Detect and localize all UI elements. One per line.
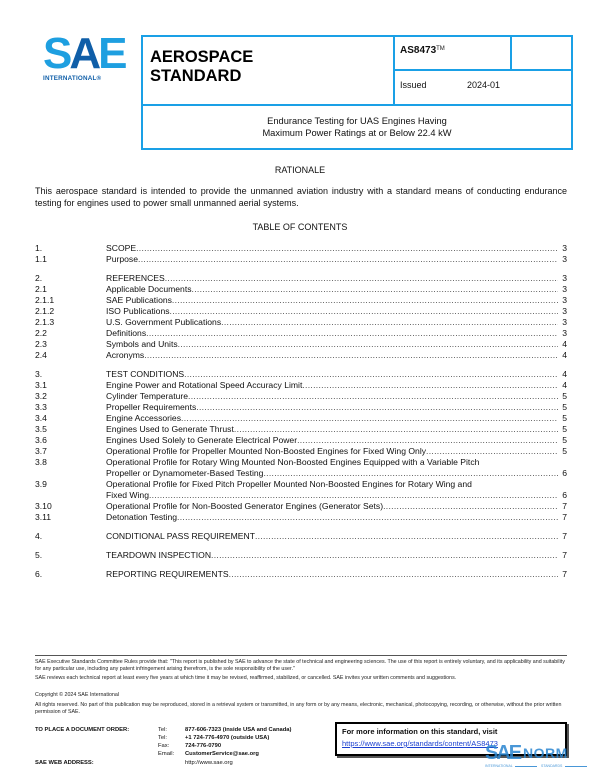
footer-rule [35, 655, 567, 656]
toc-entry-title: Acronyms [106, 350, 145, 360]
issued-date: 2024-01 [467, 80, 501, 90]
rationale-heading: RATIONALE [274, 165, 326, 175]
toc-entry-page: 5 [562, 446, 567, 456]
document-type-title: AEROSPACE STANDARD [150, 48, 254, 85]
toc-entry-page: 3 [562, 254, 567, 264]
toc-leader-dots [192, 284, 558, 295]
header-divider [510, 35, 512, 70]
toc-entry[interactable] [35, 531, 567, 542]
toc-leader-dots [144, 350, 558, 361]
toc-entry[interactable] [35, 273, 567, 284]
toc-entry-page: 7 [562, 512, 567, 522]
toc-entry-number: 3.1 [35, 380, 47, 390]
toc-entry[interactable] [35, 380, 567, 391]
toc-entry-number: 3.11 [35, 512, 52, 522]
toc-entry-page: 3 [562, 284, 567, 294]
toc-entry-title: Cylinder Temperature [106, 391, 188, 401]
toc-entry[interactable] [35, 569, 567, 580]
watermark-norm: NORM [523, 745, 568, 761]
toc-entry[interactable] [35, 479, 567, 500]
toc-entry-number: 6. [35, 569, 43, 579]
web-address-link[interactable]: http://www.sae.org [185, 760, 233, 766]
toc-entry[interactable] [35, 369, 567, 380]
header-divider [393, 69, 573, 71]
toc-entry[interactable] [35, 435, 567, 446]
toc-entry-number: 2.1.2 [35, 306, 55, 316]
watermark-subtitle: STANDARDS [541, 764, 563, 768]
watermark-sae: SAE [485, 742, 521, 764]
toc-entry-number: 1. [35, 243, 43, 253]
email-link[interactable]: CustomerService@sae.org [185, 751, 259, 757]
toc-entry-page: 4 [562, 380, 567, 390]
toc-entry-number: 2.3 [35, 339, 47, 349]
sae-logo-mark: SAE [43, 29, 125, 78]
toc-entry[interactable] [35, 402, 567, 413]
toc-leader-dots [196, 402, 558, 413]
toc-entry-title: U.S. Government Publications [106, 317, 222, 327]
toc-entry-title: CONDITIONAL PASS REQUIREMENT [106, 531, 255, 541]
toc-entry-page: 7 [562, 569, 567, 579]
footer-rules-text: SAE Executive Standards Committee Rules provide that: "This report is published by SAE to advance the state of technical and engineering sciences. The use of this report is entirely voluntary, and its applicability and suitability for any particular use, including any patent infringement arising therefrom, is the sole responsibility of the user." [35, 659, 565, 672]
more-info-text: For more information on this standard, visit [342, 727, 498, 736]
toc-entry-page: 3 [562, 273, 567, 283]
toc-entry[interactable] [35, 550, 567, 561]
toc-entry-page: 5 [562, 391, 567, 401]
toc-leader-dots [211, 550, 558, 561]
toc-entry-page: 6 [562, 490, 567, 500]
sae-logo-subtitle: INTERNATIONAL® [43, 75, 102, 82]
toc-entry-page: 5 [562, 424, 567, 434]
footer-review-text: SAE reviews each technical report at least every five years at which time it may be revised, reaffirmed, stabilized, or cancelled. SAE invites your written comments and suggestions. [35, 675, 457, 681]
toc-entry-number: 5. [35, 550, 43, 560]
toc-heading: TABLE OF CONTENTS [252, 222, 348, 232]
toc-entry-number: 3.8 [35, 457, 47, 467]
toc-entry-page: 3 [562, 243, 567, 253]
toc-entry-page: 3 [562, 317, 567, 327]
toc-entry-title-continued: Propeller or Dynamometer-Based Testing [106, 468, 264, 478]
toc-entry-page: 7 [562, 501, 567, 511]
toc-entry[interactable] [35, 284, 567, 295]
toc-entry[interactable] [35, 413, 567, 424]
toc-entry[interactable] [35, 391, 567, 402]
toc-entry-title: Symbols and Units [106, 339, 178, 349]
document-title: Endurance Testing for UAS Engines Having Maximum Power Ratings at or Below 22.4 kW [262, 116, 452, 138]
toc-entry-number: 3.9 [35, 479, 47, 489]
toc-entry-title: ISO Publications [106, 306, 170, 316]
toc-entry-number: 2. [35, 273, 43, 283]
toc-entry-number: 4. [35, 531, 43, 541]
toc-leader-dots [136, 243, 558, 254]
toc-entry-title: Operational Profile for Fixed Pitch Propeller Mounted Non-Boosted Engines for Rotary Wing and [106, 479, 472, 489]
toc-entry-page: 3 [562, 306, 567, 316]
watermark-logo [485, 742, 600, 772]
toc-entry-number: 2.1 [35, 284, 47, 294]
toc-entry[interactable] [35, 339, 567, 350]
toc-leader-dots [165, 273, 558, 284]
toc-entry-title: Definitions [106, 328, 147, 338]
toc-entry-title: TEARDOWN INSPECTION [106, 550, 212, 560]
toc-entry-title: Applicable Documents [106, 284, 192, 294]
toc-leader-dots [181, 413, 558, 424]
toc-entry-title: Operational Profile for Rotary Wing Mounted Non-Boosted Engines Equipped with a Variable Pitch [106, 457, 480, 467]
toc-entry-title: Engines Used to Generate Thrust [106, 424, 234, 434]
toc-entry-title: Propeller Requirements [106, 402, 197, 412]
toc-entry-page: 7 [562, 550, 567, 560]
toc-entry[interactable] [35, 512, 567, 523]
web-address-label: SAE WEB ADDRESS: [35, 760, 94, 766]
toc-entry-title: TEST CONDITIONS [106, 369, 185, 379]
toc-entry-title: Detonation Testing [106, 512, 178, 522]
toc-entry-page: 5 [562, 435, 567, 445]
footer-rights-text: All rights reserved. No part of this publication may be reproduced, stored in a retrieval system or transmitted, in any form or by any means, electronic, mechanical, photocopying, recording, or otherwise, without the prior written permission of SAE. [35, 702, 562, 715]
toc-leader-dots [229, 569, 558, 580]
toc-entry-number: 3.5 [35, 424, 47, 434]
toc-entry-page: 3 [562, 295, 567, 305]
issued-label: Issued [400, 80, 427, 90]
order-label: TO PLACE A DOCUMENT ORDER: [35, 727, 130, 733]
toc-entry-title: Operational Profile for Propeller Mounted Non-Boosted Engines for Fixed Wing Only [106, 446, 427, 456]
toc-entry-title: Engines Used Solely to Generate Electrical Power [106, 435, 298, 445]
toc-entry-page: 5 [562, 413, 567, 423]
toc-entry-title: Operational Profile for Non-Boosted Generator Engines (Generator Sets) [106, 501, 384, 511]
toc-entry-page: 4 [562, 339, 567, 349]
toc-entry-number: 2.1.1 [35, 295, 55, 305]
watermark-line [515, 766, 537, 767]
toc-leader-dots [426, 446, 558, 457]
toc-entry[interactable] [35, 328, 567, 339]
toc-entry-page: 4 [562, 369, 567, 379]
document-number: AS8473™ [400, 45, 445, 56]
toc-entry-title: REPORTING REQUIREMENTS [106, 569, 229, 579]
toc-entry-number: 3.4 [35, 413, 47, 423]
toc-entry-number: 1.1 [35, 254, 47, 264]
toc-entry-title: Engine Accessories [106, 413, 181, 423]
toc-entry-title: REFERENCES [106, 273, 165, 283]
watermark-subtitle: INTERNATIONAL [485, 764, 513, 768]
toc-leader-dots [188, 391, 558, 402]
toc-entry[interactable] [35, 457, 567, 478]
toc-entry[interactable] [35, 424, 567, 435]
header-divider [141, 104, 573, 106]
toc-entry[interactable] [35, 243, 567, 254]
watermark-line [565, 766, 587, 767]
sae-logo [40, 29, 125, 86]
toc-leader-dots [221, 317, 558, 328]
toc-leader-dots [138, 254, 558, 265]
toc-entry-title: SCOPE [106, 243, 137, 253]
toc-leader-dots [297, 435, 558, 446]
toc-entry-page: 4 [562, 350, 567, 360]
toc-entry[interactable] [35, 350, 567, 361]
toc-entry-title: Engine Power and Rotational Speed Accuracy Limit [106, 380, 303, 390]
toc-entry-title: SAE Publications [106, 295, 172, 305]
toc-leader-dots [172, 295, 558, 306]
toc-leader-dots [263, 468, 558, 479]
toc-entry[interactable] [35, 317, 567, 328]
toc-entry[interactable] [35, 254, 567, 265]
toc-leader-dots [170, 306, 558, 317]
toc-leader-dots [178, 339, 558, 350]
toc-leader-dots [383, 501, 558, 512]
footer-copyright: Copyright © 2024 SAE International [35, 692, 119, 698]
toc-leader-dots [234, 424, 558, 435]
toc-entry-number: 2.4 [35, 350, 47, 360]
toc-entry-number: 3.3 [35, 402, 47, 412]
toc-entry-number: 2.2 [35, 328, 47, 338]
toc-leader-dots [149, 490, 558, 501]
toc-leader-dots [302, 380, 558, 391]
toc-entry-title: Purpose [106, 254, 139, 264]
toc-entry-page: 5 [562, 402, 567, 412]
toc-entry-page: 6 [562, 468, 567, 478]
toc-leader-dots [146, 328, 558, 339]
toc-entry-page: 3 [562, 328, 567, 338]
rationale-text: This aerospace standard is intended to provide the unmanned aviation industry with a standard means of conducting endurance testing for engines used to power small unmanned aerial systems. [35, 186, 567, 208]
more-info-link[interactable]: https://www.sae.org/standards/content/AS8473 [342, 739, 498, 748]
toc-leader-dots [184, 369, 558, 380]
toc-entry-number: 2.1.3 [35, 317, 55, 327]
toc-entry-number: 3.2 [35, 391, 47, 401]
toc-entry[interactable] [35, 501, 567, 512]
toc-leader-dots [255, 531, 558, 542]
toc-entry-number: 3.10 [35, 501, 52, 511]
toc-entry-number: 3. [35, 369, 43, 379]
toc-leader-dots [177, 512, 558, 523]
toc-entry-number: 3.7 [35, 446, 47, 456]
toc-entry[interactable] [35, 295, 567, 306]
toc-entry[interactable] [35, 306, 567, 317]
toc-entry-number: 3.6 [35, 435, 47, 445]
toc-entry-page: 7 [562, 531, 567, 541]
toc-entry[interactable] [35, 446, 567, 457]
toc-entry-title-continued: Fixed Wing [106, 490, 149, 500]
